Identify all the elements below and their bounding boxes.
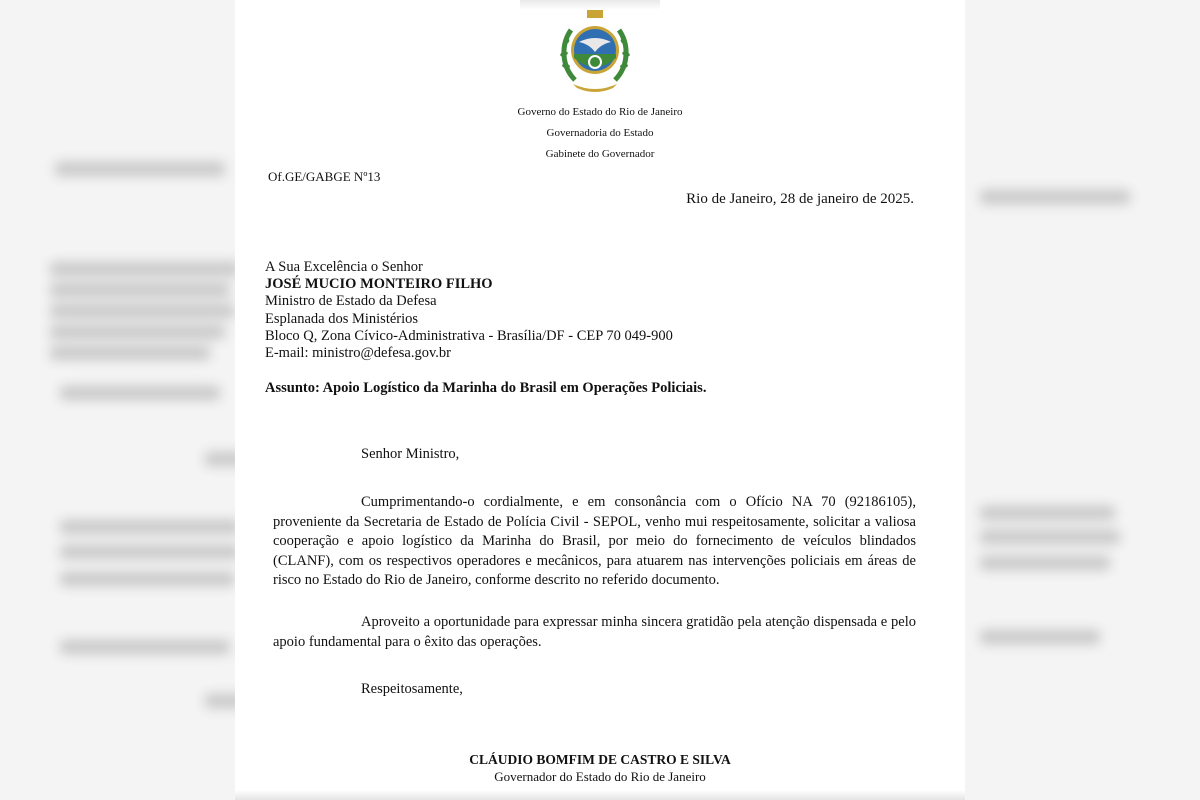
recipient-address-2: Bloco Q, Zona Cívico-Administrativa - Brasília/DF - CEP 70 049-900 — [265, 328, 673, 344]
coat-of-arms-icon — [557, 8, 633, 94]
blurred-background-right — [960, 0, 1200, 800]
recipient-email: E-mail: ministro@defesa.gov.br — [265, 345, 451, 361]
subject-line: Assunto: Apoio Logístico da Marinha do Brasil em Operações Policiais. — [265, 380, 707, 396]
reference-number: Of.GE/GABGE Nº13 — [268, 169, 381, 184]
signer-title: Governador do Estado do Rio de Janeiro — [494, 769, 706, 784]
recipient-title: Ministro de Estado da Defesa — [265, 293, 437, 309]
closing: Respeitosamente, — [361, 681, 463, 697]
recipient-address-1: Esplanada dos Ministérios — [265, 311, 419, 327]
signer-name: CLÁUDIO BOMFIM DE CASTRO E SILVA — [469, 752, 731, 767]
header-gabinete: Gabinete do Governador — [545, 148, 655, 160]
recipient-salutation: A Sua Excelência o Senhor — [265, 259, 423, 275]
header-governadoria: Governadoria do Estado — [546, 127, 654, 139]
body-paragraph-2: Aproveito a oportunidade para expressar minha sincera gratidão pela atenção dispensada e pelo apoio fundamental para o êxito das operações. — [273, 614, 916, 650]
recipient-name: JOSÉ MUCIO MONTEIRO FILHO — [265, 276, 493, 292]
blurred-background-left — [0, 0, 240, 800]
body-paragraph-1: Cumprimentando-o cordialmente, e em consonância com o Ofício NA 70 (92186105), proveniente da Secretaria de Estado de Polícia Civil - SEPOL, venho mui respeitosamente, solicitar a valiosa cooperação e apoio logístico da Marinha do Brasil, por meio do fornecimento de veículos blindados (CLANF), com os respectivos operadores e mecânicos, para atuarem nas intervenções policiais em áreas de risco no Estado do Rio de Janeiro, conforme descrito no referido documento. — [273, 494, 916, 588]
document-page — [235, 0, 965, 800]
header-government: Governo do Estado do Rio de Janeiro — [517, 106, 683, 118]
greeting: Senhor Ministro, — [361, 446, 460, 462]
page-edge-bottom — [235, 790, 965, 800]
place-date: Rio de Janeiro, 28 de janeiro de 2025. — [686, 191, 914, 207]
